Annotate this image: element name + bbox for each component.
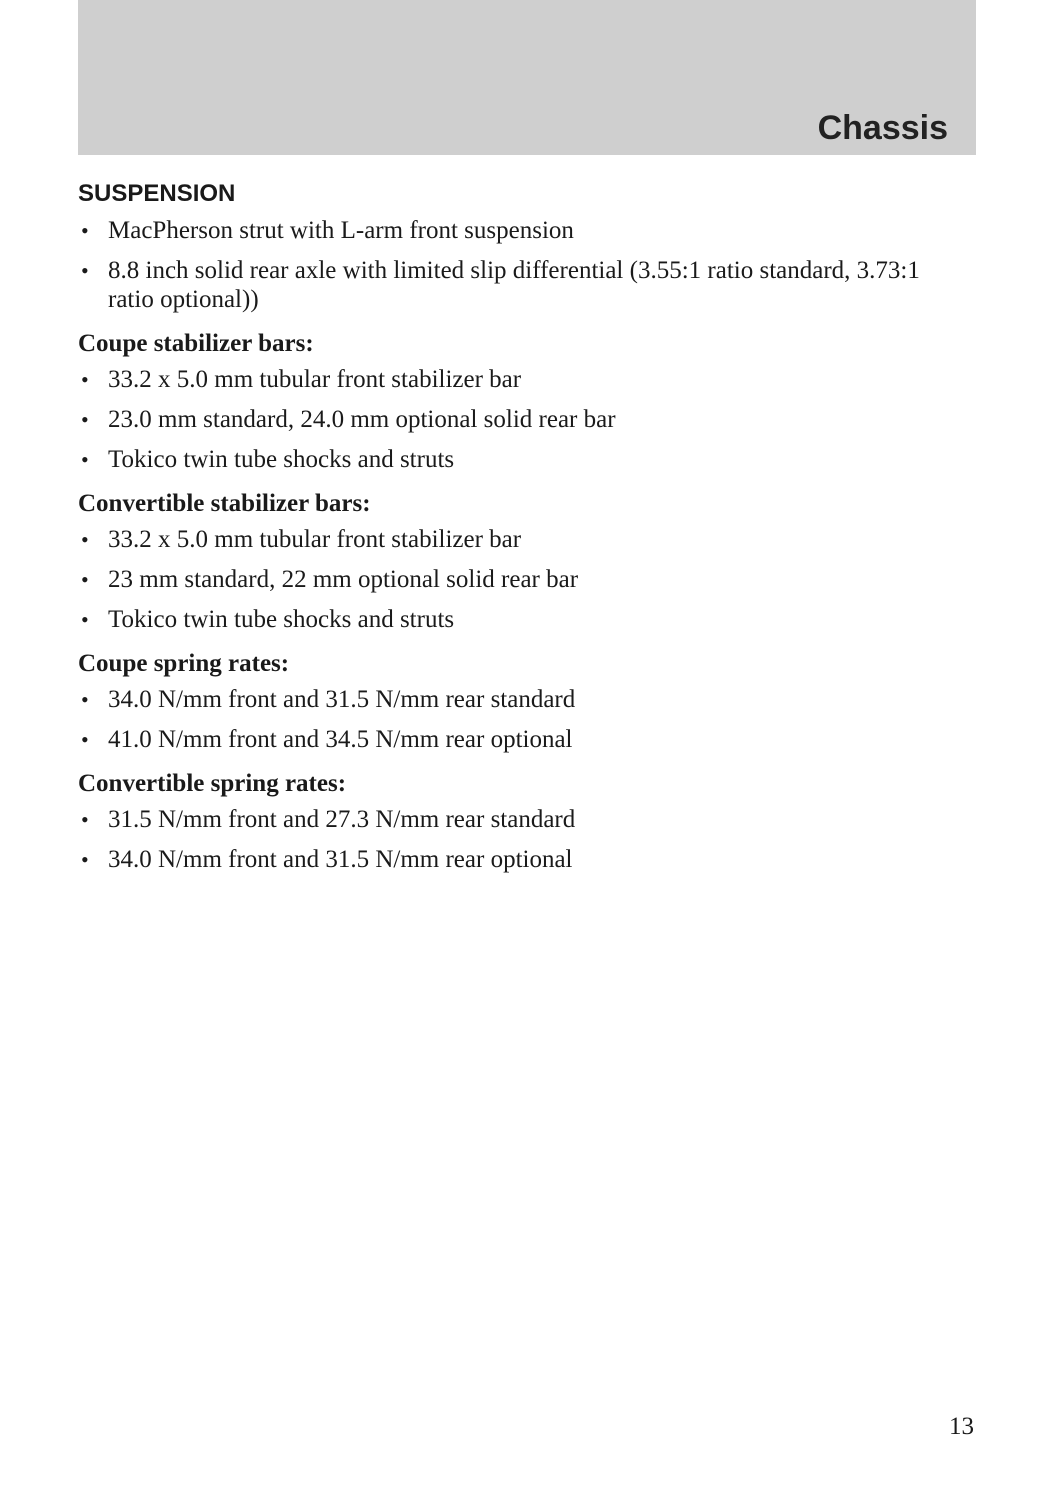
- intro-bullet-list: [78, 216, 958, 314]
- list-item: • 34.0 N/mm front and 31.5 N/mm rear standard: [81, 686, 576, 713]
- list-item: • MacPherson strut with L-arm front suspension: [81, 217, 574, 244]
- section-title: SUSPENSION: [78, 180, 236, 207]
- group-heading-convertible-stabilizer: Convertible stabilizer bars:: [78, 490, 371, 517]
- group-heading-convertible-spring: Convertible spring rates:: [78, 770, 347, 797]
- bullet-icon: •: [81, 218, 89, 243]
- list-item: • 23 mm standard, 22 mm optional solid rear bar: [81, 566, 579, 593]
- list-item: • 8.8 inch solid rear axle with limited slip differential (3.55:1 ratio standard, 3.73:1 ratio optional)): [81, 257, 920, 313]
- group-heading-coupe-stabilizer: Coupe stabilizer bars:: [78, 330, 314, 357]
- convertible-stabilizer-list: [78, 525, 958, 634]
- list-item: • 31.5 N/mm front and 27.3 N/mm rear standard: [81, 806, 576, 833]
- page-content: [78, 176, 958, 885]
- bullet-icon: •: [81, 447, 89, 472]
- bullet-icon: •: [81, 527, 89, 552]
- bullet-icon: •: [81, 727, 89, 752]
- bullet-icon: •: [81, 407, 89, 432]
- coupe-stabilizer-list: [78, 365, 958, 474]
- bullet-icon: •: [81, 847, 89, 872]
- list-item: • 41.0 N/mm front and 34.5 N/mm rear optional: [81, 726, 573, 753]
- list-item: • Tokico twin tube shocks and struts: [81, 446, 455, 473]
- bullet-icon: •: [81, 258, 89, 283]
- bullet-icon: •: [81, 367, 89, 392]
- list-item: • 33.2 x 5.0 mm tubular front stabilizer bar: [81, 526, 522, 553]
- chapter-header-band: [78, 0, 976, 155]
- group-heading-coupe-spring: Coupe spring rates:: [78, 650, 290, 677]
- list-item: • Tokico twin tube shocks and struts: [81, 606, 455, 633]
- bullet-icon: •: [81, 807, 89, 832]
- page-number: 13: [949, 1413, 974, 1440]
- chapter-title: Chassis: [817, 109, 948, 147]
- list-item: • 33.2 x 5.0 mm tubular front stabilizer bar: [81, 366, 522, 393]
- coupe-spring-list: [78, 685, 958, 754]
- list-item: • 23.0 mm standard, 24.0 mm optional solid rear bar: [81, 406, 616, 433]
- bullet-icon: •: [81, 567, 89, 592]
- list-item: • 34.0 N/mm front and 31.5 N/mm rear optional: [81, 846, 573, 873]
- bullet-icon: •: [81, 687, 89, 712]
- bullet-icon: •: [81, 607, 89, 632]
- convertible-spring-list: [78, 805, 958, 874]
